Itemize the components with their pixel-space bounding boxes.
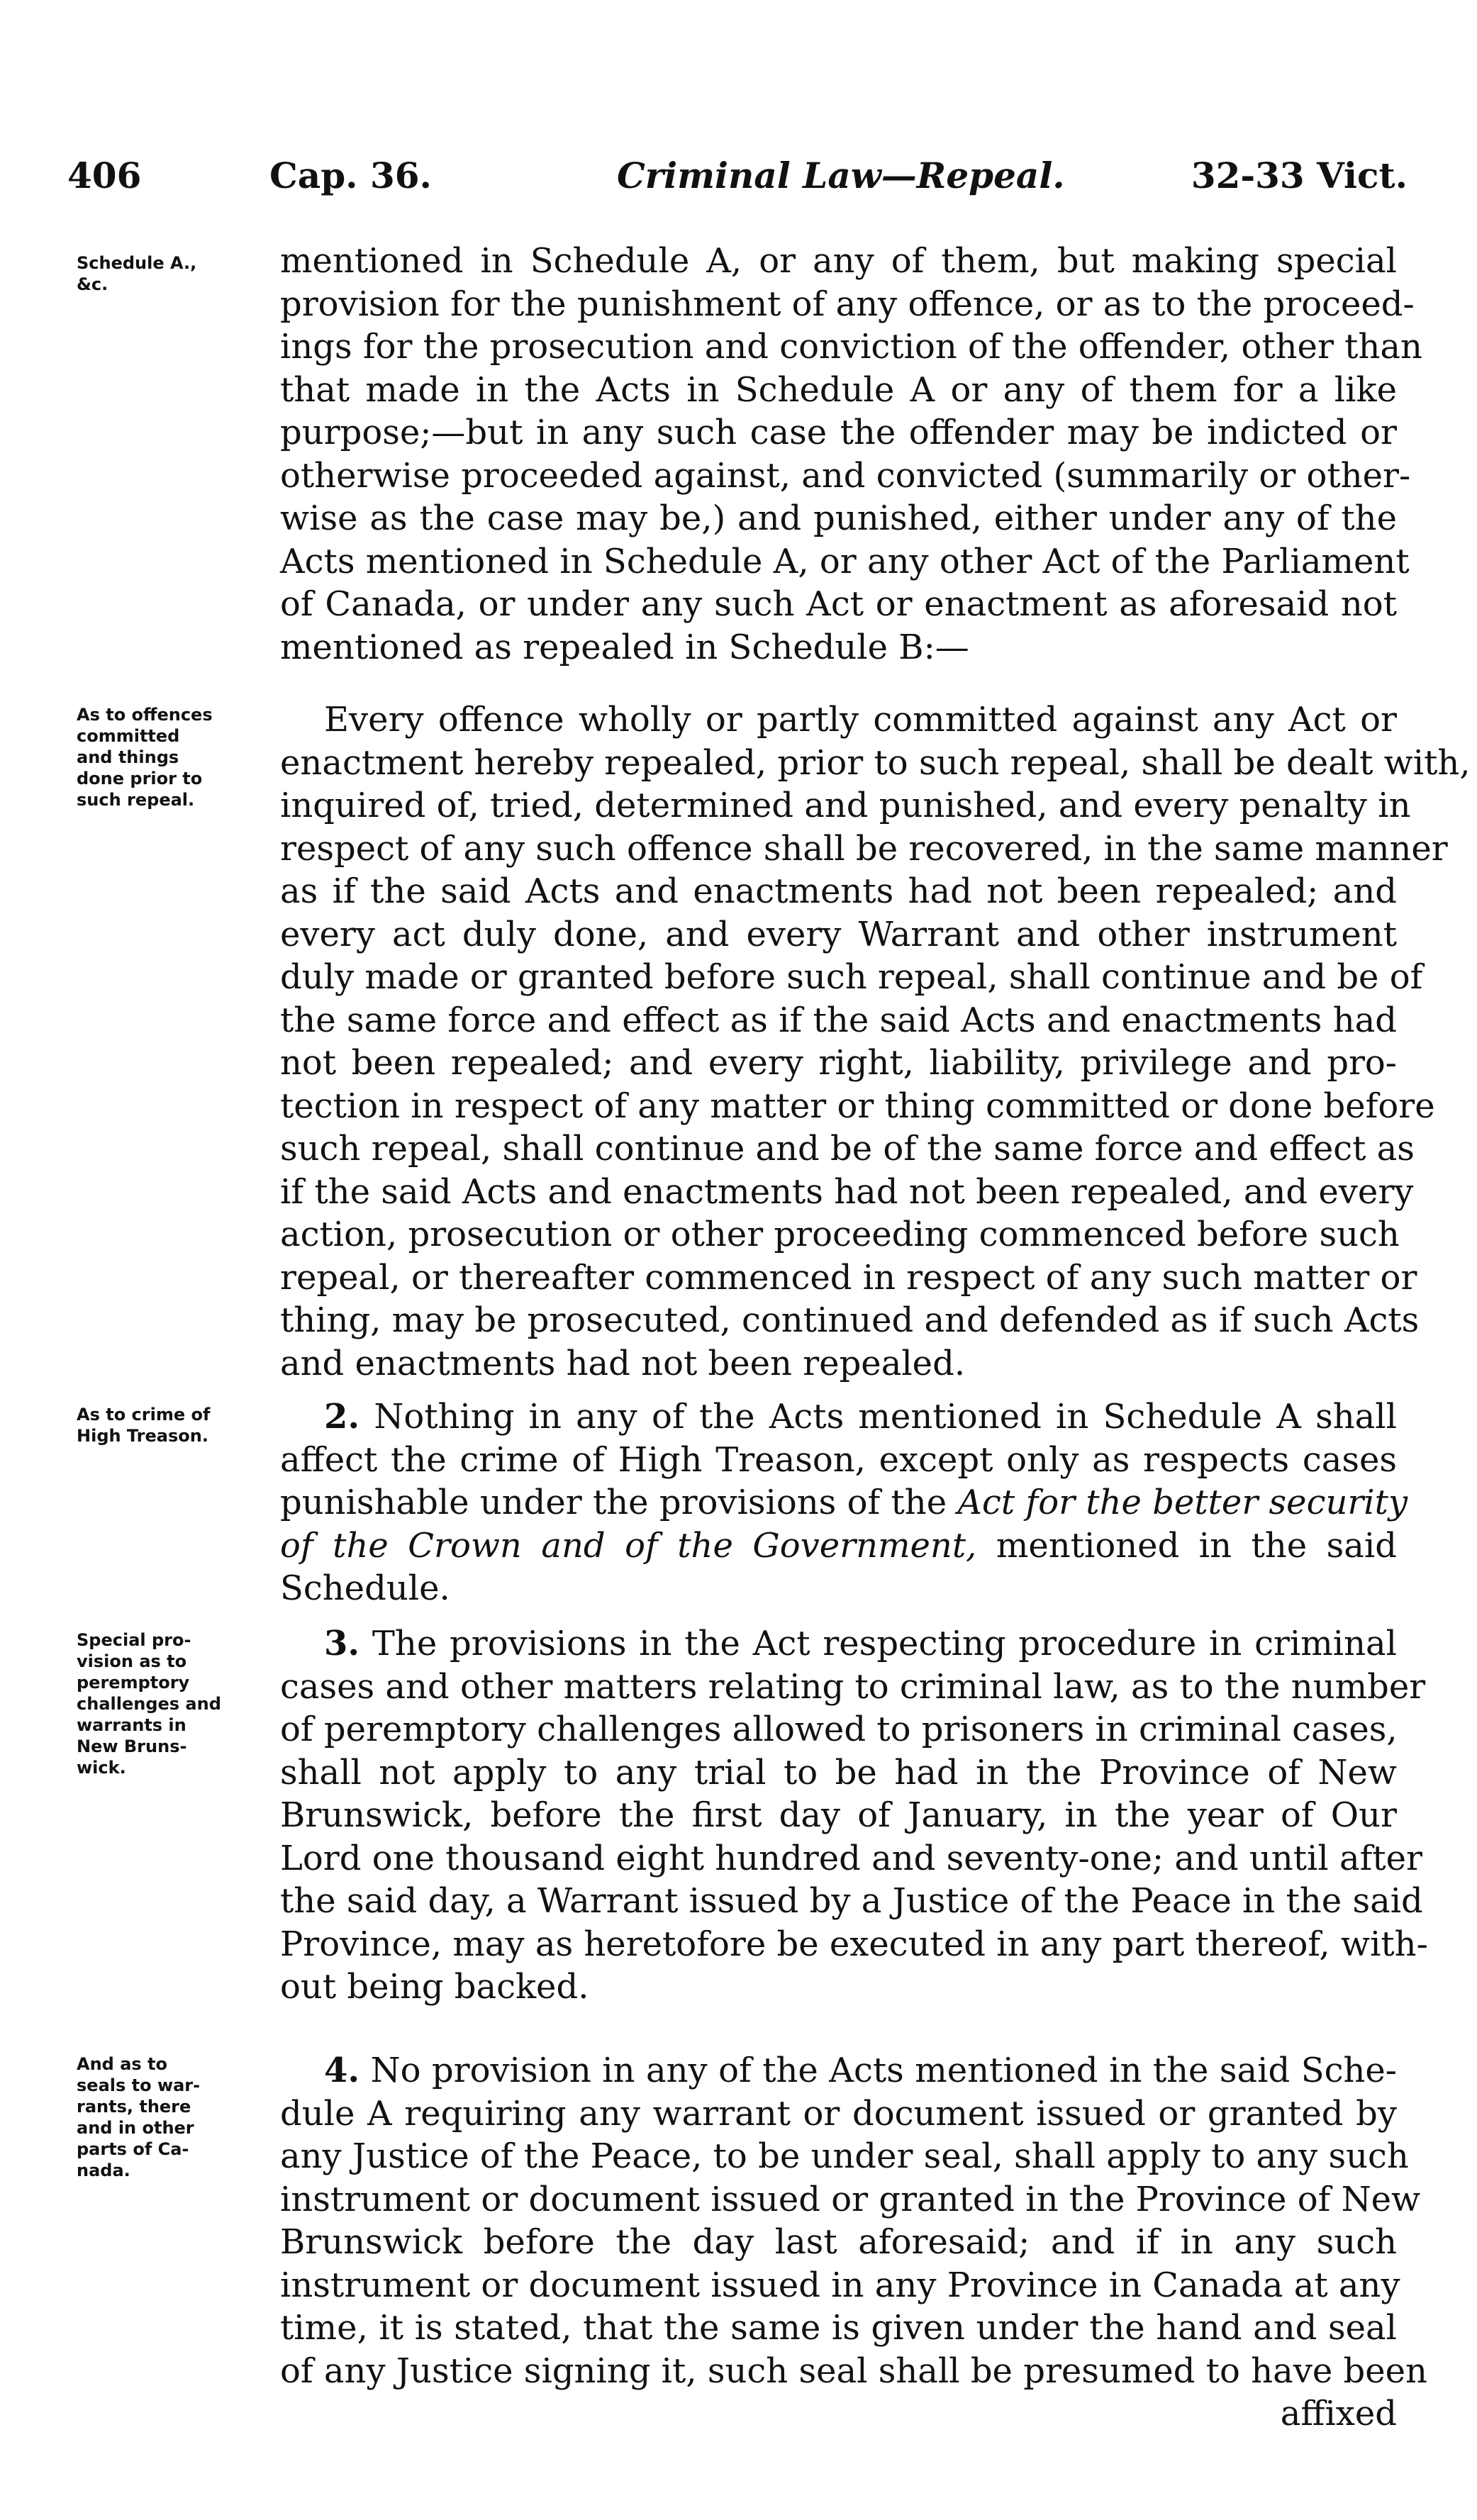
text-line: purpose;—but in any such case the offender may be indicted or [280, 413, 1397, 452]
margin-note: As to offences committed and things done prior to such repeal. [77, 705, 213, 810]
text-line: any Justice of the Peace, to be under seal, shall apply to any such [280, 2136, 1409, 2176]
text-line: such repeal, shall continue and be of the same force and effect as [280, 1129, 1415, 1169]
section-text [280, 1622, 1428, 2009]
text-line: mentioned as repealed in Schedule B:— [280, 627, 969, 667]
catchword: affixed [1280, 2394, 1397, 2433]
text-line: inquired of, tried, determined and punished, and every penalty in [280, 786, 1411, 825]
text-line: if the said Acts and enactments had not been repealed, and every [280, 1171, 1414, 1212]
text-line: 4. No provision in any of the Acts mentioned in the said Sche- [324, 2051, 1397, 2090]
section-number: 2. [324, 1397, 360, 1437]
text-line: of peremptory challenges allowed to prisoners in criminal cases, [280, 1710, 1398, 1749]
text-line: ings for the prosecution and conviction of the offender, other than [280, 327, 1422, 367]
text-line: thing, may be prosecuted, continued and defended as if such Acts [280, 1300, 1420, 1340]
text-line: shall not apply to any trial to be had in the Province of New [280, 1752, 1397, 1793]
text-line: of Canada, or under any such Act or enactment as aforesaid not [280, 584, 1397, 624]
margin-note: Special pro- vision as to peremptory challenges and warrants in New Bruns- wick. [77, 1630, 221, 1778]
text-line: cases and other matters relating to criminal law, as to the number [280, 1666, 1426, 1707]
regnal-year: 32-33 Vict. [1191, 155, 1408, 196]
running-header [67, 155, 1408, 204]
text-line: Brunswick, before the first day of January, in the year of Our [280, 1795, 1397, 1835]
section-text [280, 2049, 1427, 2436]
text-line: Province, may as heretofore be executed in any part thereof, with- [280, 1924, 1428, 1964]
text-line: and enactments had not been repealed. [280, 1343, 966, 1383]
section-number: 4. [324, 2051, 360, 2090]
text-line: the said day, a Warrant issued by a Justice of the Peace in the said [280, 1881, 1423, 1921]
text-line: Acts mentioned in Schedule A, or any other Act of the Parliament [280, 541, 1410, 581]
text-line: of the Crown and of the Government, mentioned in the said [280, 1525, 1397, 1566]
section-text [280, 1395, 1408, 1610]
text-line: 2. Nothing in any of the Acts mentioned in Schedule A shall [324, 1397, 1398, 1437]
running-title: Criminal Law—Repeal. [617, 155, 1065, 196]
text-line: instrument or document issued in any Province in Canada at any [280, 2265, 1400, 2305]
text-line: time, it is stated, that the same is given under the hand and seal [280, 2308, 1397, 2348]
page-number: 406 [67, 155, 142, 196]
chapter-number: Cap. 36. [269, 155, 432, 196]
section-number: 3. [324, 1624, 360, 1663]
text-line: enactment hereby repealed, prior to such repeal, shall be dealt with, [280, 742, 1471, 783]
text-line: provision for the punishment of any offence, or as to the proceed- [280, 284, 1415, 324]
text-line: duly made or granted before such repeal, shall continue and be of [280, 957, 1423, 997]
text-line: Schedule. [280, 1568, 450, 1608]
text-line: respect of any such offence shall be recovered, in the same manner [280, 828, 1448, 869]
text-line: as if the said Acts and enactments had not been repealed; and [280, 871, 1397, 911]
text-line: action, prosecution or other proceeding commenced before such [280, 1215, 1400, 1254]
text-line: not been repealed; and every right, liability, privilege and pro- [280, 1043, 1397, 1083]
text-line: dule A requiring any warrant or document issued or granted by [280, 2093, 1397, 2134]
margin-note: As to crime of High Treason. [77, 1405, 211, 1446]
text-line: out being backed. [280, 1967, 589, 2007]
text-line: Lord one thousand eight hundred and seventy-one; and until after [280, 1838, 1422, 1878]
text-line: affect the crime of High Treason, except only as respects cases [280, 1439, 1397, 1480]
text-line: tection in respect of any matter or thing committed or done before [280, 1086, 1435, 1126]
text-line: mentioned in Schedule A, or any of them, but making special [280, 241, 1397, 281]
section-text [280, 698, 1471, 1385]
text-line: of any Justice signing it, such seal shall be presumed to have been [280, 2351, 1427, 2391]
text-line: instrument or document issued or granted in the Province of New [280, 2179, 1421, 2219]
text-line: Every offence wholly or partly committed against any Act or [324, 700, 1397, 740]
text-line: every act duly done, and every Warrant and other instrument [280, 914, 1397, 954]
text-line: 3. The provisions in the Act respecting procedure in criminal [324, 1624, 1398, 1663]
text-line: otherwise proceeded against, and convicted (summarily or other- [280, 455, 1411, 496]
text-line: the same force and effect as if the said Acts and enactments had [280, 1000, 1397, 1040]
margin-note: And as to seals to war- rants, there and in other parts of Ca- nada. [77, 2054, 201, 2180]
text-line: punishable under the provisions of the Act for the better security [280, 1483, 1408, 1522]
margin-note: Schedule A., &c. [77, 253, 197, 294]
section-text [280, 240, 1422, 669]
text-line: wise as the case may be,) and punished, either under any of the [280, 498, 1397, 538]
text-line: Brunswick before the day last aforesaid; and if in any such [280, 2222, 1397, 2262]
text-line: repeal, or thereafter commenced in respect of any such matter or [280, 1257, 1417, 1298]
text-line: that made in the Acts in Schedule A or any of them for a like [280, 369, 1397, 410]
